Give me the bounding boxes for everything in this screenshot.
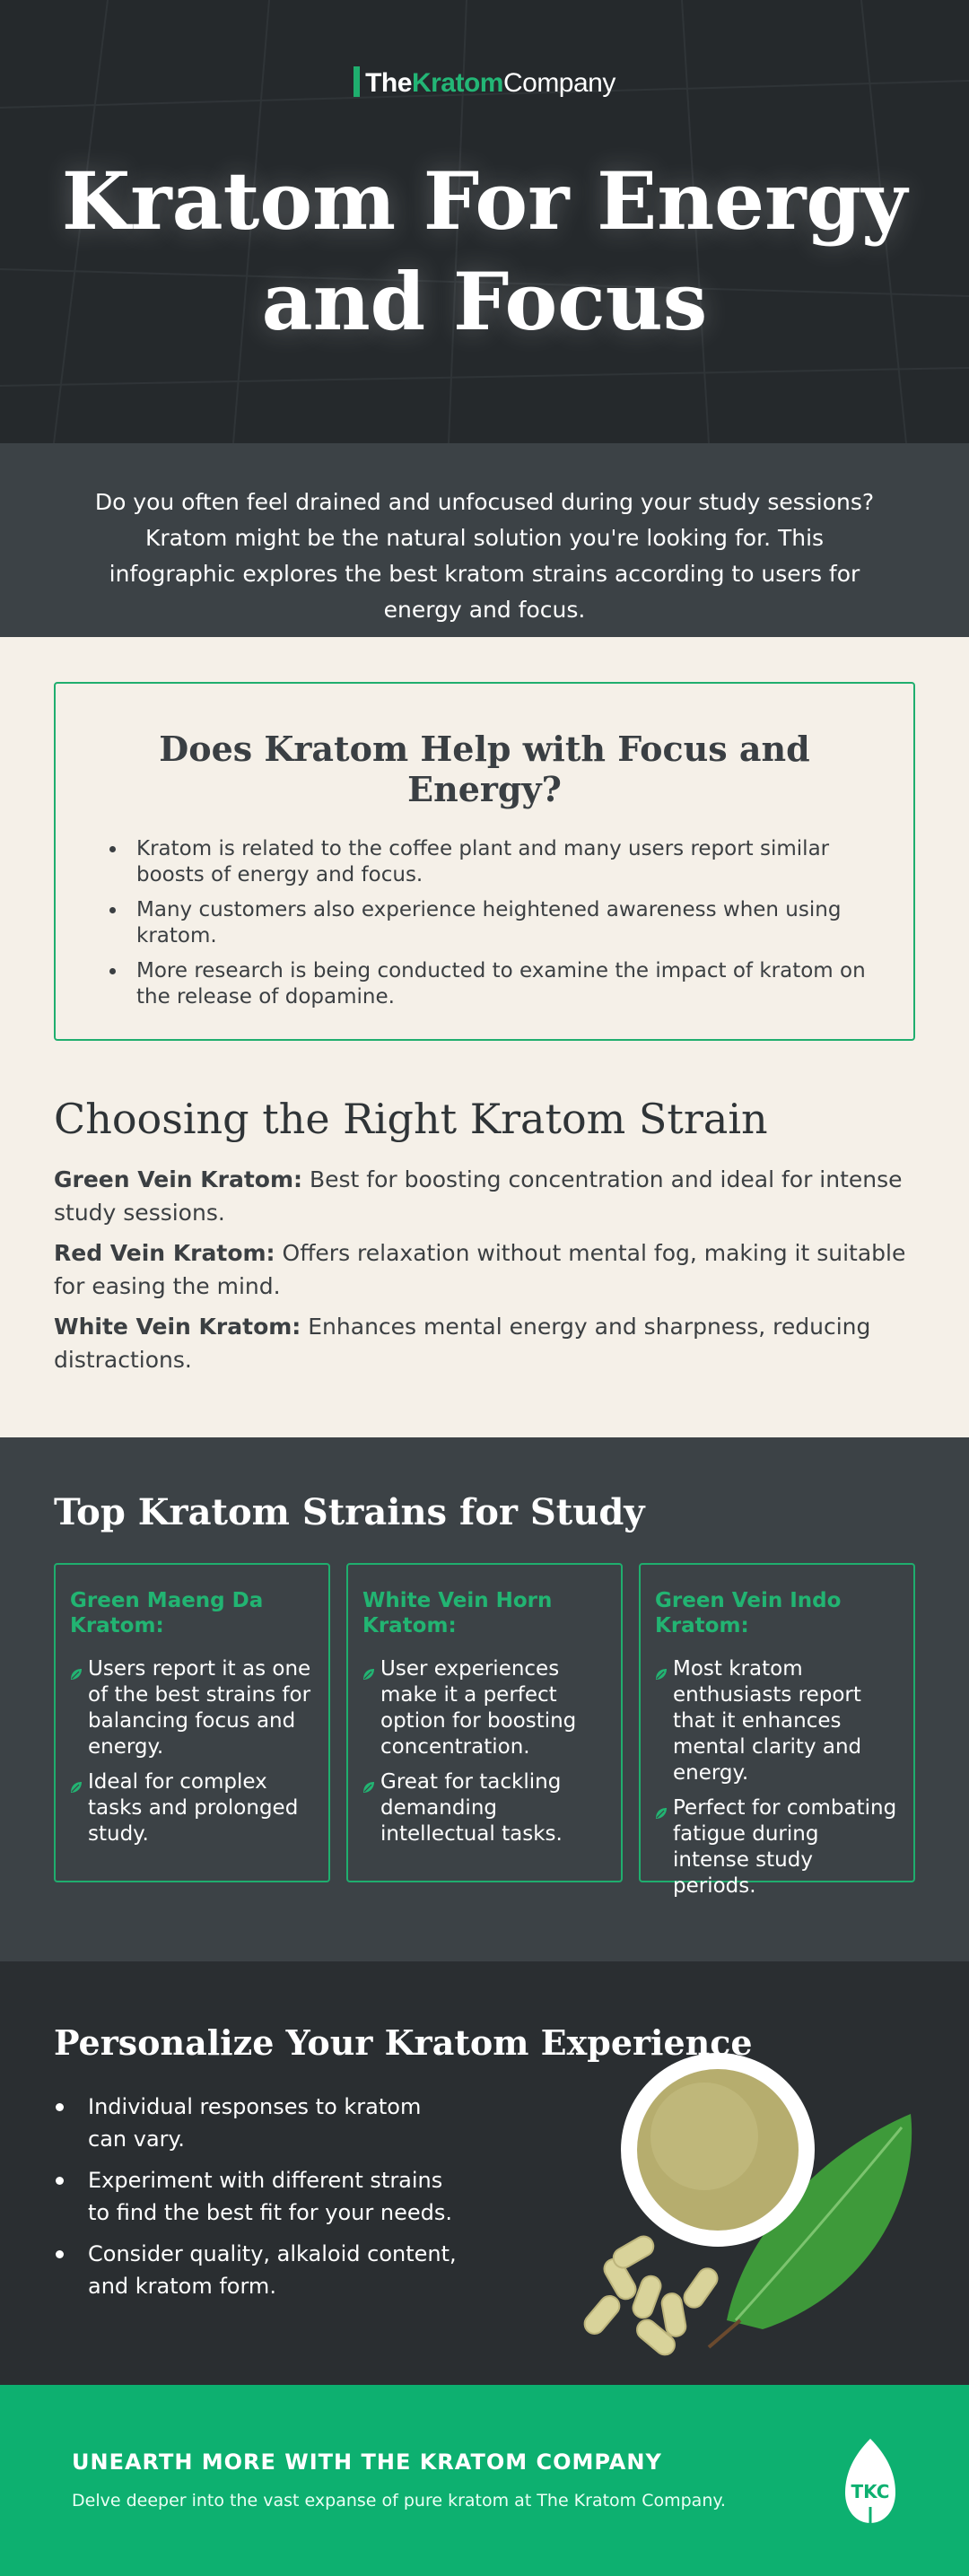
personalize-section <box>0 1961 969 2385</box>
strain-cards <box>54 1563 915 1898</box>
strain-description: Best for boosting concentration and ideal for intense study sessions. <box>54 1166 903 1226</box>
help-box <box>54 682 915 1041</box>
hero-section <box>0 0 969 443</box>
card-point <box>362 1769 608 1847</box>
choose-heading: Choosing the Right Kratom Strain <box>54 1095 768 1143</box>
kratom-bowl-illustration <box>574 2051 933 2356</box>
info-section <box>0 637 969 1437</box>
card-point-text: Great for tackling demanding intellectual tasks. <box>380 1770 563 1846</box>
logo-bar-icon <box>354 66 360 97</box>
card-point-text: Perfect for combating fatigue during intense study periods. <box>673 1796 897 1898</box>
card-point-text: Users report it as one of the best strains for balancing focus and energy. <box>88 1657 311 1759</box>
strain-name: Red Vein Kratom: <box>54 1240 275 1266</box>
card-title: Green Vein Indo Kratom: <box>655 1589 842 1637</box>
intro-section <box>0 443 969 637</box>
top-strains-heading: Top Kratom Strains for Study <box>54 1491 645 1533</box>
strain-card <box>346 1563 623 1882</box>
strain-name: White Vein Kratom: <box>54 1314 301 1340</box>
card-point <box>655 1795 901 1899</box>
strain-description: Enhances mental energy and sharpness, reducing distractions. <box>54 1314 871 1373</box>
card-point <box>655 1656 901 1786</box>
list-item: Consider quality, alkaloid content, and kratom form. <box>54 2238 467 2302</box>
card-point-text: User experiences make it a perfect option for boosting concentration. <box>380 1657 577 1759</box>
choose-strain <box>54 1095 915 1384</box>
card-point <box>70 1656 316 1760</box>
list-item: • More research is being conducted to examine the impact of kratom on the release of dopamine. <box>127 958 877 1010</box>
list-item: • Many customers also experience heightened awareness when using kratom. <box>127 897 877 949</box>
strain-description: Offers relaxation without mental fog, making it suitable for easing the mind. <box>54 1240 906 1299</box>
badge-text: TKC <box>851 2481 890 2502</box>
strain-card <box>54 1563 330 1882</box>
card-point <box>70 1769 316 1847</box>
leaf-icon <box>70 1656 88 1760</box>
top-strains-section <box>0 1437 969 1961</box>
help-list <box>92 836 877 1010</box>
leaf-icon <box>655 1795 673 1899</box>
footer-heading[interactable]: UNEARTH MORE WITH THE KRATOM COMPANY <box>72 2449 662 2475</box>
footer-text: Delve deeper into the vast expanse of pure kratom at The Kratom Company. <box>72 2491 726 2511</box>
logo-the: The <box>365 68 412 98</box>
strain-item <box>54 1163 915 1229</box>
card-point-text: Most kratom enthusiasts report that it enhances mental clarity and energy. <box>673 1657 862 1785</box>
leaf-icon <box>362 1656 380 1760</box>
leaf-icon <box>655 1656 673 1786</box>
brand-logo[interactable] <box>0 66 969 99</box>
leaf-icon <box>362 1769 380 1847</box>
footer-section <box>0 2385 969 2576</box>
strain-name: Green Vein Kratom: <box>54 1166 303 1192</box>
title-line-2: and Focus <box>261 255 708 348</box>
logo-kratom: Kratom <box>411 68 503 98</box>
strain-item <box>54 1310 915 1376</box>
page-title <box>54 151 915 352</box>
logo-company: Company <box>502 68 615 98</box>
personalize-heading: Personalize Your Kratom Experience <box>54 2022 753 2063</box>
help-heading: Does Kratom Help with Focus and Energy? <box>159 729 810 809</box>
card-title: White Vein Horn Kratom: <box>362 1589 553 1637</box>
strain-item <box>54 1236 915 1303</box>
list-item: • Kratom is related to the coffee plant and many users report similar boosts of energy and focus. <box>127 836 877 888</box>
card-point-text: Ideal for complex tasks and prolonged study. <box>88 1770 299 1846</box>
strain-card <box>639 1563 915 1898</box>
card-point <box>362 1656 608 1760</box>
title-line-1: Kratom For Energy <box>61 154 908 248</box>
list-item: Individual responses to kratom can vary. <box>54 2091 467 2155</box>
list-item: Experiment with different strains to find the best fit for your needs. <box>54 2164 467 2229</box>
card-title: Green Maeng Da Kratom: <box>70 1589 264 1637</box>
leaf-icon <box>70 1769 88 1847</box>
tkc-leaf-badge-icon[interactable] <box>842 2437 899 2527</box>
intro-text: Do you often feel drained and unfocused during your study sessions? Kratom might be the natural solution you're looking for. This infographic explores the best kratom strains according to users for energy and focus. <box>94 489 875 623</box>
personalize-list <box>54 2091 467 2311</box>
